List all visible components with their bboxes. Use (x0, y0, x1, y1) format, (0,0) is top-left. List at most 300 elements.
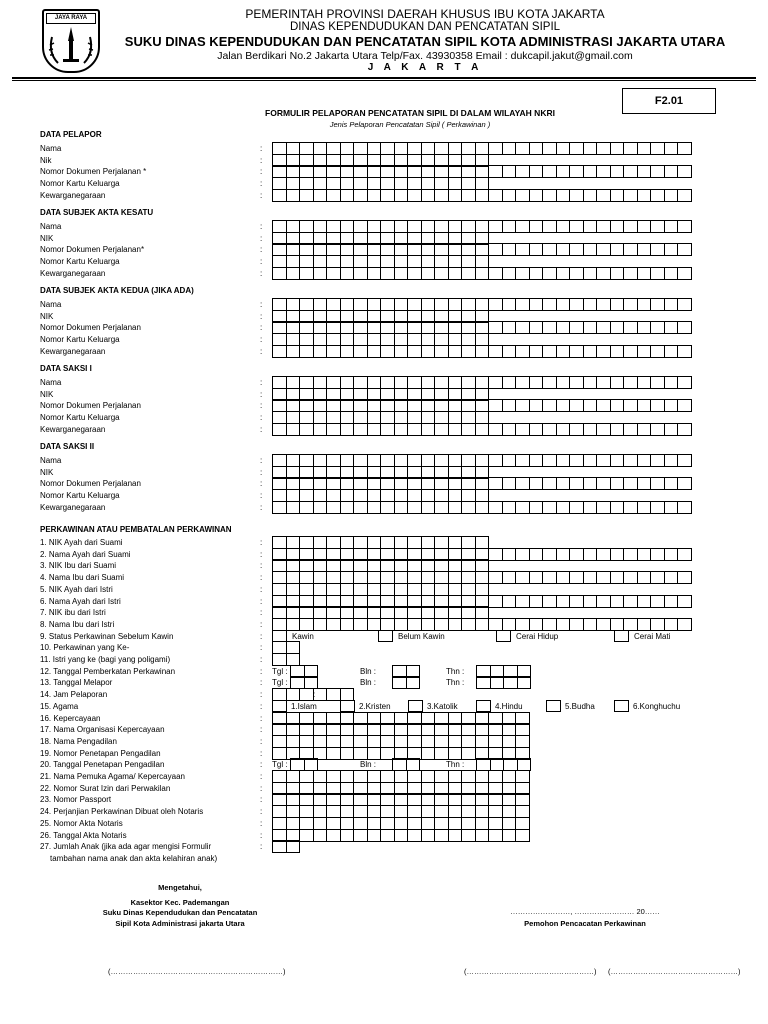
input-cell[interactable] (650, 142, 665, 155)
sig-blank-right[interactable]: (……………………………………………) (608, 967, 741, 976)
input-cell[interactable] (569, 220, 584, 233)
input-cell[interactable] (326, 189, 341, 202)
religion-checkbox[interactable] (546, 700, 561, 712)
input-cell[interactable] (664, 423, 679, 436)
input-cell[interactable] (569, 423, 584, 436)
input-cell[interactable] (677, 243, 692, 256)
input-cell[interactable] (650, 267, 665, 280)
input-cell[interactable] (556, 165, 571, 178)
input-cell[interactable] (677, 345, 692, 358)
input-cell[interactable] (677, 220, 692, 233)
input-cell[interactable] (488, 220, 503, 233)
input-cell[interactable] (623, 142, 638, 155)
input-cell[interactable] (596, 321, 611, 334)
input-cell[interactable] (637, 595, 652, 608)
input-cell[interactable] (502, 454, 517, 467)
input-cell[interactable] (448, 267, 463, 280)
input-cell[interactable] (367, 189, 382, 202)
input-cell[interactable] (623, 321, 638, 334)
input-cell[interactable] (650, 298, 665, 311)
input-cell[interactable] (650, 220, 665, 233)
input-cell[interactable] (353, 189, 368, 202)
religion-checkbox[interactable] (614, 700, 629, 712)
input-cell[interactable] (340, 423, 355, 436)
input-cell[interactable] (637, 321, 652, 334)
input-cell[interactable] (677, 454, 692, 467)
input-cell[interactable] (556, 501, 571, 514)
input-cell[interactable] (677, 189, 692, 202)
input-cell[interactable] (434, 345, 449, 358)
input-cell[interactable] (650, 321, 665, 334)
input-cell[interactable] (664, 501, 679, 514)
religion-checkbox[interactable] (408, 700, 423, 712)
status-checkbox[interactable] (614, 630, 629, 642)
input-cell[interactable] (515, 345, 530, 358)
input-cell[interactable] (421, 829, 436, 842)
input-cell[interactable] (542, 618, 557, 631)
input-cell[interactable] (569, 165, 584, 178)
input-cell[interactable] (475, 501, 490, 514)
input-cell[interactable] (583, 165, 598, 178)
input-cell[interactable] (529, 165, 544, 178)
input-cell[interactable] (569, 142, 584, 155)
input-cell[interactable] (596, 423, 611, 436)
input-cell[interactable] (596, 142, 611, 155)
input-cell[interactable] (448, 618, 463, 631)
input-cell[interactable] (367, 345, 382, 358)
input-cell[interactable] (677, 571, 692, 584)
input-cell[interactable] (340, 618, 355, 631)
input-cell[interactable] (515, 298, 530, 311)
input-cell[interactable] (475, 829, 490, 842)
input-cell[interactable] (461, 747, 476, 760)
input-cell[interactable] (515, 267, 530, 280)
input-cell[interactable] (529, 618, 544, 631)
input-cell[interactable] (434, 747, 449, 760)
input-cell[interactable] (583, 220, 598, 233)
input-cell[interactable] (542, 220, 557, 233)
input-cell[interactable] (515, 423, 530, 436)
input-cell[interactable] (610, 298, 625, 311)
input-cell[interactable] (502, 376, 517, 389)
input-cell[interactable] (623, 595, 638, 608)
input-cell[interactable] (542, 267, 557, 280)
input-cell[interactable] (664, 571, 679, 584)
input-cell[interactable] (623, 298, 638, 311)
input-cell[interactable] (394, 345, 409, 358)
input-cell[interactable] (515, 165, 530, 178)
input-cell[interactable] (650, 189, 665, 202)
input-cell[interactable] (488, 477, 503, 490)
input-cell[interactable] (529, 298, 544, 311)
input-cell[interactable] (583, 548, 598, 561)
input-cell[interactable] (596, 165, 611, 178)
input-cell[interactable] (569, 477, 584, 490)
input-cell[interactable] (421, 345, 436, 358)
input-cell[interactable] (542, 477, 557, 490)
input-cell[interactable] (340, 829, 355, 842)
input-cell[interactable] (367, 747, 382, 760)
input-cell[interactable] (637, 345, 652, 358)
input-cell[interactable] (677, 142, 692, 155)
input-cell[interactable] (407, 189, 422, 202)
input-cell[interactable] (596, 548, 611, 561)
input-cell[interactable] (677, 595, 692, 608)
input-cell[interactable] (623, 189, 638, 202)
input-cell[interactable] (488, 399, 503, 412)
input-cell[interactable] (664, 345, 679, 358)
input-cell[interactable] (380, 345, 395, 358)
input-cell[interactable] (515, 220, 530, 233)
input-cell[interactable] (637, 220, 652, 233)
input-cell[interactable] (529, 267, 544, 280)
sig-blank-left[interactable]: (……………………………………………………………) (108, 967, 286, 976)
input-cell[interactable] (610, 501, 625, 514)
input-cell[interactable] (610, 243, 625, 256)
input-cell[interactable] (461, 829, 476, 842)
input-cell[interactable] (529, 321, 544, 334)
input-cell[interactable] (542, 454, 557, 467)
sig-blank-middle[interactable]: (……………………………………………) (464, 967, 597, 976)
input-cell[interactable] (502, 423, 517, 436)
input-cell[interactable] (542, 142, 557, 155)
input-cell[interactable] (650, 571, 665, 584)
input-cell[interactable] (515, 376, 530, 389)
input-cell[interactable] (556, 618, 571, 631)
input-cell[interactable] (286, 423, 301, 436)
input-cell[interactable] (286, 840, 301, 853)
input-cell[interactable] (299, 345, 314, 358)
input-cell[interactable] (583, 477, 598, 490)
input-cell[interactable] (610, 165, 625, 178)
input-cell[interactable] (488, 165, 503, 178)
input-cell[interactable] (664, 220, 679, 233)
input-cell[interactable] (394, 829, 409, 842)
input-cell[interactable] (517, 676, 532, 689)
input-cell[interactable] (340, 747, 355, 760)
input-cell[interactable] (394, 423, 409, 436)
input-cell[interactable] (623, 423, 638, 436)
input-cell[interactable] (596, 571, 611, 584)
input-cell[interactable] (542, 345, 557, 358)
input-cell[interactable] (529, 595, 544, 608)
input-cell[interactable] (569, 399, 584, 412)
input-cell[interactable] (448, 345, 463, 358)
input-cell[interactable] (515, 595, 530, 608)
input-cell[interactable] (407, 345, 422, 358)
input-cell[interactable] (664, 243, 679, 256)
input-cell[interactable] (583, 345, 598, 358)
input-cell[interactable] (488, 142, 503, 155)
input-cell[interactable] (488, 548, 503, 561)
input-cell[interactable] (529, 345, 544, 358)
input-cell[interactable] (503, 676, 518, 689)
input-cell[interactable] (610, 423, 625, 436)
input-cell[interactable] (488, 298, 503, 311)
input-cell[interactable] (569, 321, 584, 334)
input-cell[interactable] (664, 165, 679, 178)
input-cell[interactable] (542, 243, 557, 256)
input-cell[interactable] (542, 165, 557, 178)
input-cell[interactable] (394, 189, 409, 202)
input-cell[interactable] (569, 501, 584, 514)
input-cell[interactable] (406, 676, 421, 689)
input-cell[interactable] (502, 571, 517, 584)
input-cell[interactable] (556, 477, 571, 490)
input-cell[interactable] (556, 345, 571, 358)
input-cell[interactable] (664, 454, 679, 467)
input-cell[interactable] (299, 829, 314, 842)
input-cell[interactable] (502, 220, 517, 233)
input-cell[interactable] (569, 454, 584, 467)
input-cell[interactable] (583, 376, 598, 389)
input-cell[interactable] (556, 321, 571, 334)
input-cell[interactable] (326, 688, 341, 701)
input-cell[interactable] (340, 189, 355, 202)
input-cell[interactable] (326, 345, 341, 358)
input-cell[interactable] (461, 345, 476, 358)
input-cell[interactable] (394, 618, 409, 631)
input-cell[interactable] (272, 345, 287, 358)
input-cell[interactable] (367, 267, 382, 280)
input-cell[interactable] (637, 423, 652, 436)
input-cell[interactable] (569, 189, 584, 202)
input-cell[interactable] (583, 571, 598, 584)
input-cell[interactable] (272, 189, 287, 202)
input-cell[interactable] (502, 165, 517, 178)
input-cell[interactable] (286, 189, 301, 202)
input-cell[interactable] (353, 829, 368, 842)
input-cell[interactable] (392, 676, 407, 689)
input-cell[interactable] (313, 189, 328, 202)
input-cell[interactable] (556, 571, 571, 584)
input-cell[interactable] (326, 618, 341, 631)
input-cell[interactable] (542, 548, 557, 561)
input-cell[interactable] (340, 345, 355, 358)
input-cell[interactable] (556, 220, 571, 233)
input-cell[interactable] (596, 618, 611, 631)
input-cell[interactable] (272, 653, 287, 666)
input-cell[interactable] (475, 423, 490, 436)
input-cell[interactable] (421, 618, 436, 631)
input-cell[interactable] (434, 829, 449, 842)
input-cell[interactable] (623, 376, 638, 389)
input-cell[interactable] (286, 688, 301, 701)
input-cell[interactable] (407, 829, 422, 842)
input-cell[interactable] (637, 618, 652, 631)
input-cell[interactable] (623, 477, 638, 490)
input-cell[interactable] (380, 501, 395, 514)
input-cell[interactable] (637, 399, 652, 412)
input-cell[interactable] (529, 189, 544, 202)
religion-checkbox[interactable] (272, 700, 287, 712)
input-cell[interactable] (380, 829, 395, 842)
input-cell[interactable] (515, 501, 530, 514)
input-cell[interactable] (286, 267, 301, 280)
input-cell[interactable] (610, 345, 625, 358)
input-cell[interactable] (623, 548, 638, 561)
input-cell[interactable] (556, 243, 571, 256)
input-cell[interactable] (434, 267, 449, 280)
input-cell[interactable] (637, 142, 652, 155)
input-cell[interactable] (272, 267, 287, 280)
input-cell[interactable] (488, 189, 503, 202)
input-cell[interactable] (367, 423, 382, 436)
input-cell[interactable] (529, 501, 544, 514)
input-cell[interactable] (421, 423, 436, 436)
input-cell[interactable] (610, 189, 625, 202)
input-cell[interactable] (475, 267, 490, 280)
input-cell[interactable] (650, 376, 665, 389)
input-cell[interactable] (353, 423, 368, 436)
input-cell[interactable] (569, 345, 584, 358)
input-cell[interactable] (650, 477, 665, 490)
input-cell[interactable] (677, 399, 692, 412)
input-cell[interactable] (650, 165, 665, 178)
input-cell[interactable] (515, 189, 530, 202)
input-cell[interactable] (596, 189, 611, 202)
input-cell[interactable] (637, 189, 652, 202)
input-cell[interactable] (596, 376, 611, 389)
input-cell[interactable] (490, 676, 505, 689)
input-cell[interactable] (367, 501, 382, 514)
input-cell[interactable] (394, 501, 409, 514)
input-cell[interactable] (596, 298, 611, 311)
input-cell[interactable] (448, 747, 463, 760)
input-cell[interactable] (610, 142, 625, 155)
input-cell[interactable] (299, 501, 314, 514)
input-cell[interactable] (542, 571, 557, 584)
input-cell[interactable] (272, 747, 287, 760)
input-cell[interactable] (623, 454, 638, 467)
input-cell[interactable] (502, 548, 517, 561)
input-cell[interactable] (637, 267, 652, 280)
input-cell[interactable] (596, 399, 611, 412)
input-cell[interactable] (610, 267, 625, 280)
input-cell[interactable] (299, 189, 314, 202)
input-cell[interactable] (529, 376, 544, 389)
input-cell[interactable] (664, 321, 679, 334)
input-cell[interactable] (502, 189, 517, 202)
input-cell[interactable] (583, 618, 598, 631)
input-cell[interactable] (421, 501, 436, 514)
input-cell[interactable] (556, 376, 571, 389)
input-cell[interactable] (664, 376, 679, 389)
input-cell[interactable] (637, 165, 652, 178)
input-cell[interactable] (623, 399, 638, 412)
input-cell[interactable] (394, 267, 409, 280)
input-cell[interactable] (637, 298, 652, 311)
input-cell[interactable] (475, 345, 490, 358)
religion-checkbox[interactable] (340, 700, 355, 712)
input-cell[interactable] (542, 399, 557, 412)
input-cell[interactable] (610, 548, 625, 561)
input-cell[interactable] (502, 243, 517, 256)
input-cell[interactable] (542, 501, 557, 514)
input-cell[interactable] (650, 243, 665, 256)
input-cell[interactable] (299, 618, 314, 631)
input-cell[interactable] (556, 454, 571, 467)
input-cell[interactable] (677, 477, 692, 490)
input-cell[interactable] (515, 571, 530, 584)
input-cell[interactable] (421, 267, 436, 280)
input-cell[interactable] (583, 595, 598, 608)
input-cell[interactable] (434, 189, 449, 202)
input-cell[interactable] (596, 501, 611, 514)
input-cell[interactable] (326, 501, 341, 514)
input-cell[interactable] (421, 747, 436, 760)
input-cell[interactable] (623, 165, 638, 178)
input-cell[interactable] (650, 423, 665, 436)
input-cell[interactable] (664, 595, 679, 608)
input-cell[interactable] (448, 829, 463, 842)
input-cell[interactable] (664, 477, 679, 490)
input-cell[interactable] (367, 829, 382, 842)
input-cell[interactable] (650, 454, 665, 467)
input-cell[interactable] (313, 345, 328, 358)
input-cell[interactable] (583, 267, 598, 280)
input-cell[interactable] (569, 595, 584, 608)
input-cell[interactable] (664, 548, 679, 561)
input-cell[interactable] (299, 423, 314, 436)
input-cell[interactable] (488, 345, 503, 358)
input-cell[interactable] (542, 189, 557, 202)
input-cell[interactable] (529, 548, 544, 561)
input-cell[interactable] (583, 189, 598, 202)
input-cell[interactable] (299, 267, 314, 280)
input-cell[interactable] (677, 618, 692, 631)
input-cell[interactable] (610, 595, 625, 608)
input-cell[interactable] (583, 423, 598, 436)
input-cell[interactable] (556, 267, 571, 280)
input-cell[interactable] (286, 618, 301, 631)
input-cell[interactable] (407, 423, 422, 436)
input-cell[interactable] (650, 595, 665, 608)
input-cell[interactable] (488, 267, 503, 280)
input-cell[interactable] (569, 376, 584, 389)
input-cell[interactable] (664, 298, 679, 311)
input-cell[interactable] (502, 501, 517, 514)
input-cell[interactable] (461, 267, 476, 280)
input-cell[interactable] (596, 243, 611, 256)
input-cell[interactable] (610, 399, 625, 412)
input-cell[interactable] (272, 501, 287, 514)
input-cell[interactable] (623, 501, 638, 514)
input-cell[interactable] (488, 423, 503, 436)
input-cell[interactable] (677, 165, 692, 178)
input-cell[interactable] (569, 298, 584, 311)
input-cell[interactable] (529, 423, 544, 436)
input-cell[interactable] (623, 571, 638, 584)
input-cell[interactable] (407, 618, 422, 631)
input-cell[interactable] (448, 423, 463, 436)
input-cell[interactable] (515, 454, 530, 467)
input-cell[interactable] (353, 345, 368, 358)
input-cell[interactable] (610, 220, 625, 233)
input-cell[interactable] (502, 595, 517, 608)
input-cell[interactable] (502, 477, 517, 490)
input-cell[interactable] (637, 376, 652, 389)
input-cell[interactable] (583, 501, 598, 514)
input-cell[interactable] (623, 267, 638, 280)
input-cell[interactable] (569, 243, 584, 256)
input-cell[interactable] (461, 501, 476, 514)
input-cell[interactable] (637, 571, 652, 584)
input-cell[interactable] (650, 501, 665, 514)
input-cell[interactable] (637, 548, 652, 561)
input-cell[interactable] (529, 571, 544, 584)
input-cell[interactable] (448, 189, 463, 202)
